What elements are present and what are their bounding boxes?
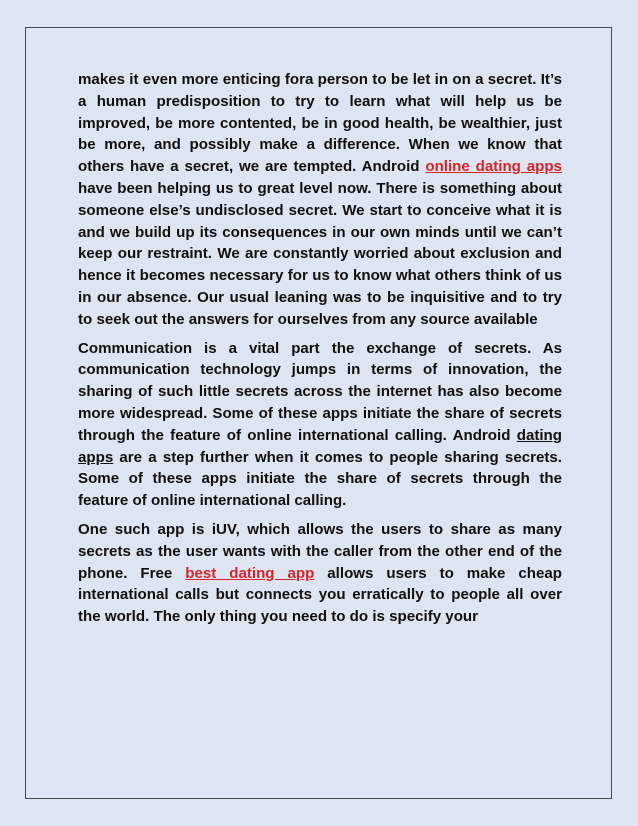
paragraph-3-text-2: allows users to make cheap international calls but connects you erratically to people all over the world. The only thing you need to do is specify your bbox=[78, 564, 562, 626]
best-dating-app-link[interactable]: best dating app bbox=[185, 564, 315, 582]
paragraph-1-text-2: have been helping us to great level now. There is something about someone else’s undisclosed secret. We start to conceive what it is and we build up its consequences in our own minds until we can’t keep our restraint. We are constantly worried about exclusion and hence it becomes necessary for us to know what others think of us in our absence. Our usual leaning was to be inquisitive and to try to seek out the answers for ourselves from any source available bbox=[78, 179, 562, 328]
paragraph-1-text-1: makes it even more enticing fora person to be let in on a secret. It’s a human predisposition to try to learn what will help us be improved, be more contented, be in good health, be wealthier, just be more, and possibly make a difference. When we know that others have a secret, we are tempted. Android bbox=[78, 71, 562, 176]
paragraph-2-text-1: Communication is a vital part the exchange of secrets. As communication technology jumps in terms of innovation, the sharing of such little secrets across the internet has also become more widespread. Some of these apps initiate the share of secrets through the feature of online international calling. Android bbox=[78, 339, 562, 444]
online-dating-apps-link[interactable]: online dating apps bbox=[425, 158, 562, 176]
dating-apps-link[interactable]: dating apps bbox=[78, 426, 562, 466]
document-body bbox=[78, 69, 562, 628]
paragraph-3-text-1: One such app is iUV, which allows the users to share as many secrets as the user wants with the caller from the other end of the phone. Free bbox=[78, 520, 562, 582]
paragraph-2-text-2: are a step further when it comes to people sharing secrets. Some of these apps initiate the share of secrets through the feature of online international calling. bbox=[78, 448, 562, 510]
paragraph-1 bbox=[78, 69, 562, 331]
paragraph-2 bbox=[78, 338, 562, 512]
paragraph-3 bbox=[78, 519, 562, 628]
